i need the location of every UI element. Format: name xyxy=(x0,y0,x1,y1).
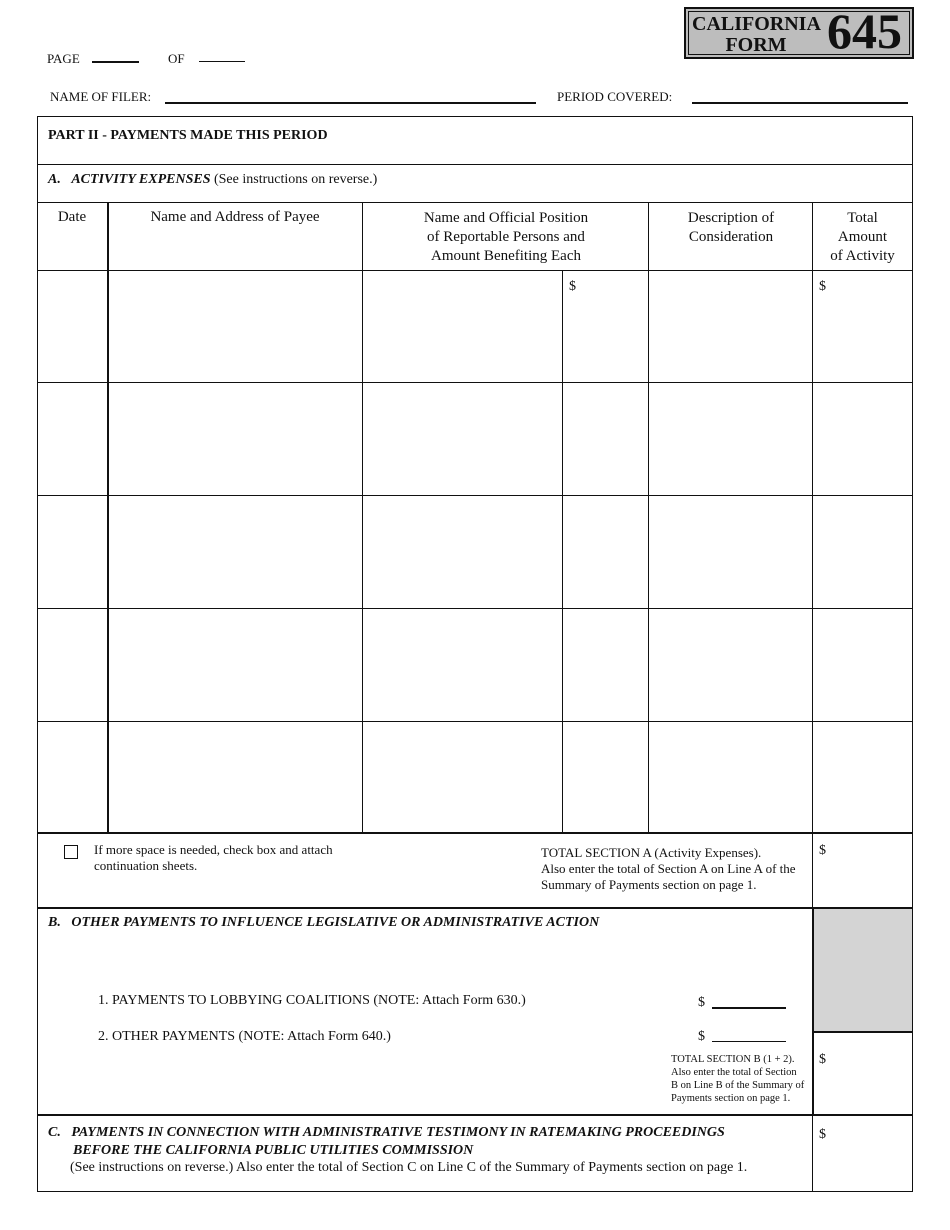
page-label: PAGE xyxy=(47,51,80,66)
total-section-b-dollar[interactable]: $ xyxy=(819,1052,826,1067)
page-total-field[interactable] xyxy=(199,61,245,62)
form-badge xyxy=(684,3,914,59)
col-date-header: Date xyxy=(57,209,87,225)
item-2-amount-field[interactable] xyxy=(712,1041,786,1042)
col-description-header: Description of Consideration xyxy=(687,210,775,245)
col-persons-header: Name and Official Position of Reportable Persons and Amount Benefiting Each xyxy=(423,210,589,264)
item-1-dollar: $ xyxy=(698,995,705,1010)
table-row[interactable] xyxy=(38,609,912,721)
item-1-amount-field[interactable] xyxy=(712,1007,786,1009)
total-section-b-label: TOTAL SECTION B (1 + 2). Also enter the total of Section B on Line B of the Summary of Payments section on page 1. xyxy=(671,1054,805,1104)
badge-label: CALIFORNIA FORM xyxy=(692,13,821,56)
amount-dollar-sign: $ xyxy=(569,279,576,294)
table-row[interactable] xyxy=(38,383,912,495)
filer-name-field[interactable] xyxy=(165,102,536,104)
section-b-item-2: 2. OTHER PAYMENTS (NOTE: Attach Form 640.) xyxy=(98,1029,391,1044)
page-number-field[interactable] xyxy=(92,61,139,63)
table-row[interactable] xyxy=(38,496,912,608)
col-payee-header: Name and Address of Payee xyxy=(150,209,320,225)
section-c-heading: C. PAYMENTS IN CONNECTION WITH ADMINISTRATIVE TESTIMONY IN RATEMAKING PROCEEDINGS BEFORE THE CALIFORNIA PUBLIC UTILITIES COMMISSION xyxy=(48,1125,725,1158)
section-c-note: (See instructions on reverse.) Also enter the total of Section C on Line C of the Summary of Payments section on page 1. xyxy=(70,1160,748,1175)
form-number: 645 xyxy=(827,3,902,59)
of-label: OF xyxy=(168,51,185,66)
section-b-item-1: 1. PAYMENTS TO LOBBYING COALITIONS (NOTE: Attach Form 630.) xyxy=(98,993,526,1008)
period-label: PERIOD COVERED: xyxy=(557,89,673,104)
section-a-heading: A. ACTIVITY EXPENSES (See instructions on reverse.) xyxy=(48,172,378,187)
shaded-cell xyxy=(813,909,912,1032)
period-covered-field[interactable] xyxy=(692,102,908,104)
table-row[interactable] xyxy=(38,722,912,832)
col-total-header: Total Amount of Activity xyxy=(830,210,895,264)
continuation-checkbox[interactable] xyxy=(64,845,78,859)
part-title: PART II - PAYMENTS MADE THIS PERIOD xyxy=(48,128,328,143)
section-b-heading: B. OTHER PAYMENTS TO INFLUENCE LEGISLATIVE OR ADMINISTRATIVE ACTION xyxy=(48,915,600,930)
total-section-a-label: TOTAL SECTION A (Activity Expenses). Also enter the total of Section A on Line A of the Summary of Payments section on page 1. xyxy=(541,845,796,892)
filer-label: NAME OF FILER: xyxy=(50,89,152,104)
continuation-note: If more space is needed, check box and attach continuation sheets. xyxy=(94,842,333,873)
table-row[interactable] xyxy=(38,271,107,382)
total-section-c-dollar[interactable]: $ xyxy=(819,1127,826,1142)
total-dollar-sign: $ xyxy=(819,279,826,294)
item-2-dollar: $ xyxy=(698,1029,705,1044)
total-section-a-dollar[interactable]: $ xyxy=(819,843,826,858)
